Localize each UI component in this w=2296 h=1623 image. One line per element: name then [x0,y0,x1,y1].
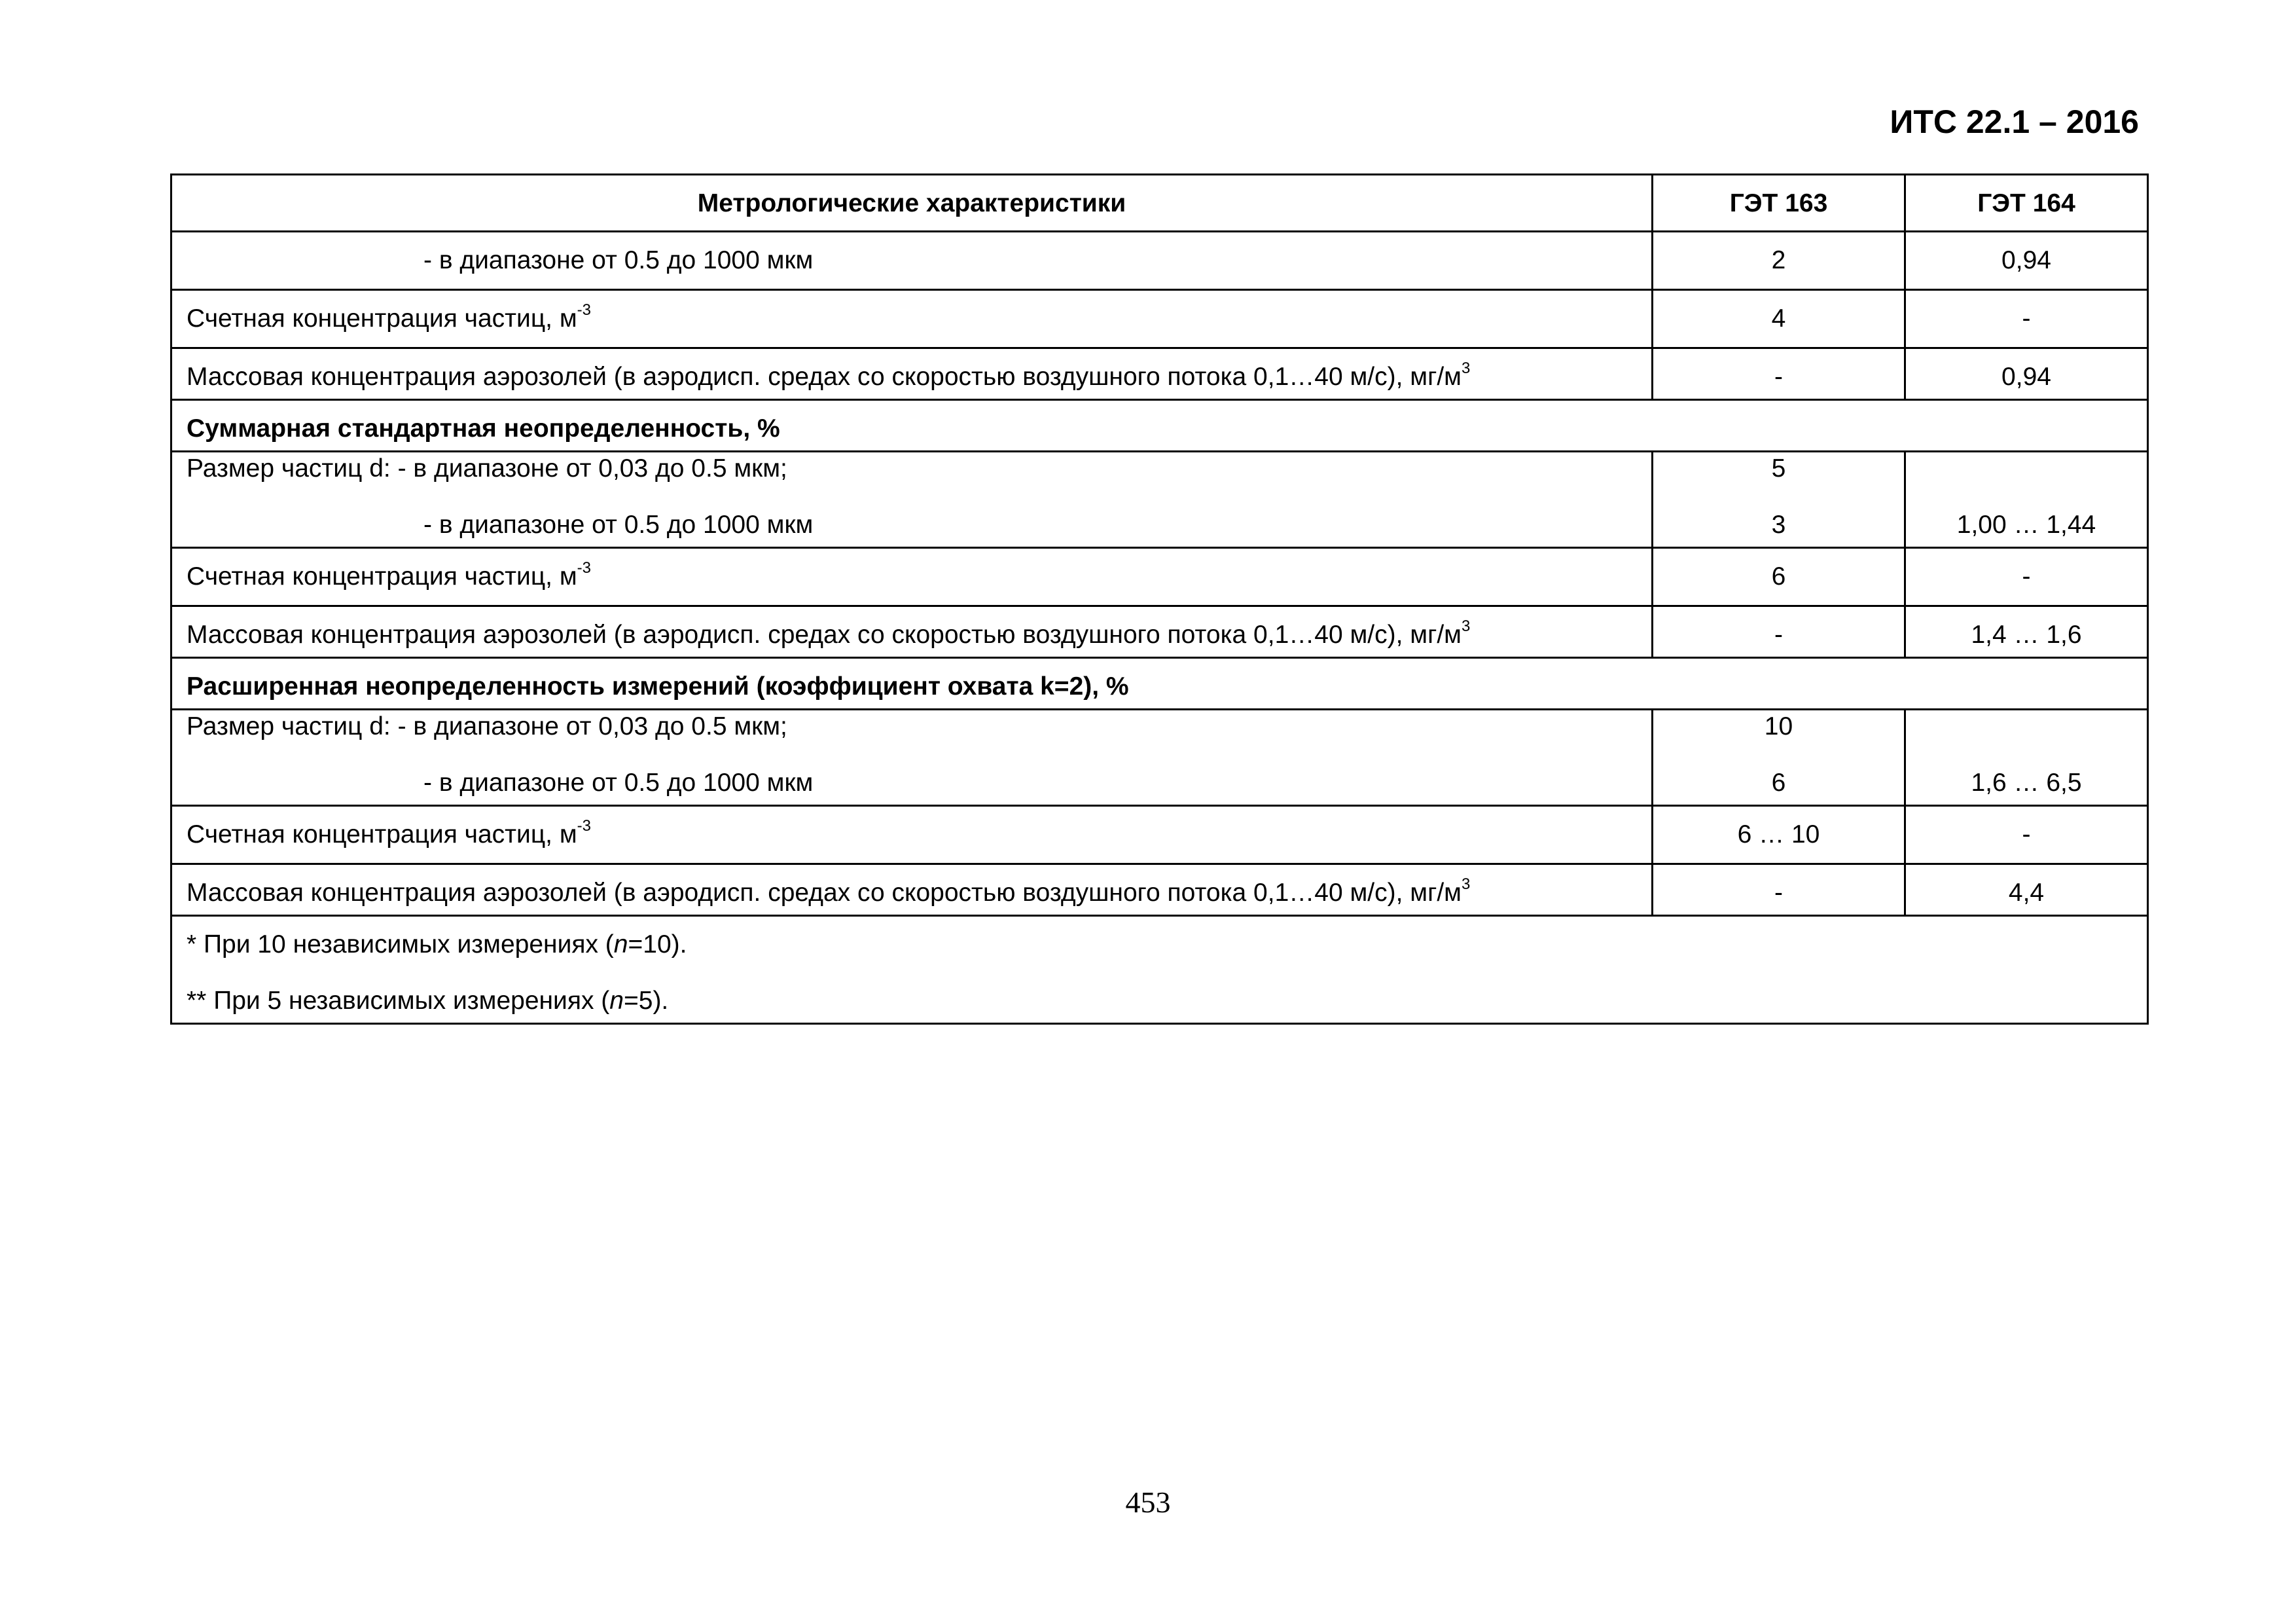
value-get163: 6 … 10 [1653,806,1905,864]
footnotes-row [171,916,2148,1024]
unit-exponent: -3 [577,301,591,319]
value-get164: 0,94 [1905,232,2148,290]
unit-exponent: 3 [1461,617,1471,635]
unit-exponent: 3 [1461,875,1471,893]
row-label: Массовая концентрация аэрозолей (в аэродисп. средах со скоростью воздушного потока 0,1…40 м/с), мг/м [187,621,1462,649]
value-get163: 2 [1653,232,1905,290]
value-get163: - [1653,864,1905,916]
column-header-get164: ГЭТ 164 [1905,175,2148,232]
row-label: Размер частиц d: - в диапазоне от 0,03 до 0.5 мкм; [187,454,787,483]
unit-exponent: -3 [577,817,591,835]
table-row [171,806,2148,864]
row-label: Массовая концентрация аэрозолей (в аэродисп. средах со скоростью воздушного потока 0,1…40 м/с), мг/м [187,363,1462,391]
value-get164: 0,94 [1905,348,2148,400]
value-get163: 5 [1771,454,1786,483]
row-label: Счетная концентрация частиц, м [187,304,577,333]
row-label: - в диапазоне от 0.5 до 1000 мкм [423,511,814,539]
value-get164: 4,4 [1905,864,2148,916]
value-get164: - [1905,806,2148,864]
value-get163: 3 [1771,511,1786,539]
row-label: - в диапазоне от 0.5 до 1000 мкм [423,769,814,797]
value-get164: 1,4 … 1,6 [1905,606,2148,658]
row-label: Массовая концентрация аэрозолей (в аэродисп. средах со скоростью воздушного потока 0,1…40 м/с), мг/м [187,879,1462,907]
page-number: 453 [1125,1486,1171,1519]
table-row [171,452,2148,548]
value-get164: - [1905,290,2148,348]
table-row [171,548,2148,606]
table-row [171,232,2148,290]
table-header-row [171,175,2148,232]
value-get163: 6 [1653,548,1905,606]
row-label: Счетная концентрация частиц, м [187,820,577,848]
table-row [171,864,2148,916]
row-label: Размер частиц d: - в диапазоне от 0,03 до 0.5 мкм; [187,712,787,740]
section-title-standard-uncertainty: Суммарная стандартная неопределенность, % [171,400,2148,452]
value-get164: - [1905,548,2148,606]
section-header-row [171,658,2148,710]
column-header-get163: ГЭТ 163 [1653,175,1905,232]
unit-exponent: -3 [577,559,591,577]
section-header-row [171,400,2148,452]
row-label: Счетная концентрация частиц, м [187,562,577,591]
section-title-expanded-uncertainty: Расширенная неопределенность измерений (коэффициент охвата k=2), % [171,658,2148,710]
footnote-2: ** При 5 независимых измерениях (n=5). [187,987,669,1015]
value-get163: - [1653,348,1905,400]
unit-exponent: 3 [1461,359,1471,377]
table-row [171,606,2148,658]
table-row [171,290,2148,348]
value-get163: - [1653,606,1905,658]
footnote-1: * При 10 независимых измерениях (n=10). [187,930,687,958]
value-get163: 6 [1771,769,1786,797]
value-get164: 1,00 … 1,44 [1956,511,2096,539]
value-get163: 4 [1653,290,1905,348]
column-header-characteristics: Метрологические характеристики [171,175,1653,232]
metrological-characteristics-table [170,173,2149,1025]
value-get164: 1,6 … 6,5 [1971,769,2082,797]
table-row [171,348,2148,400]
value-get163: 10 [1764,712,1793,740]
row-label: - в диапазоне от 0.5 до 1000 мкм [423,246,814,274]
document-code: ИТС 22.1 – 2016 [1890,103,2139,140]
table-row [171,710,2148,806]
